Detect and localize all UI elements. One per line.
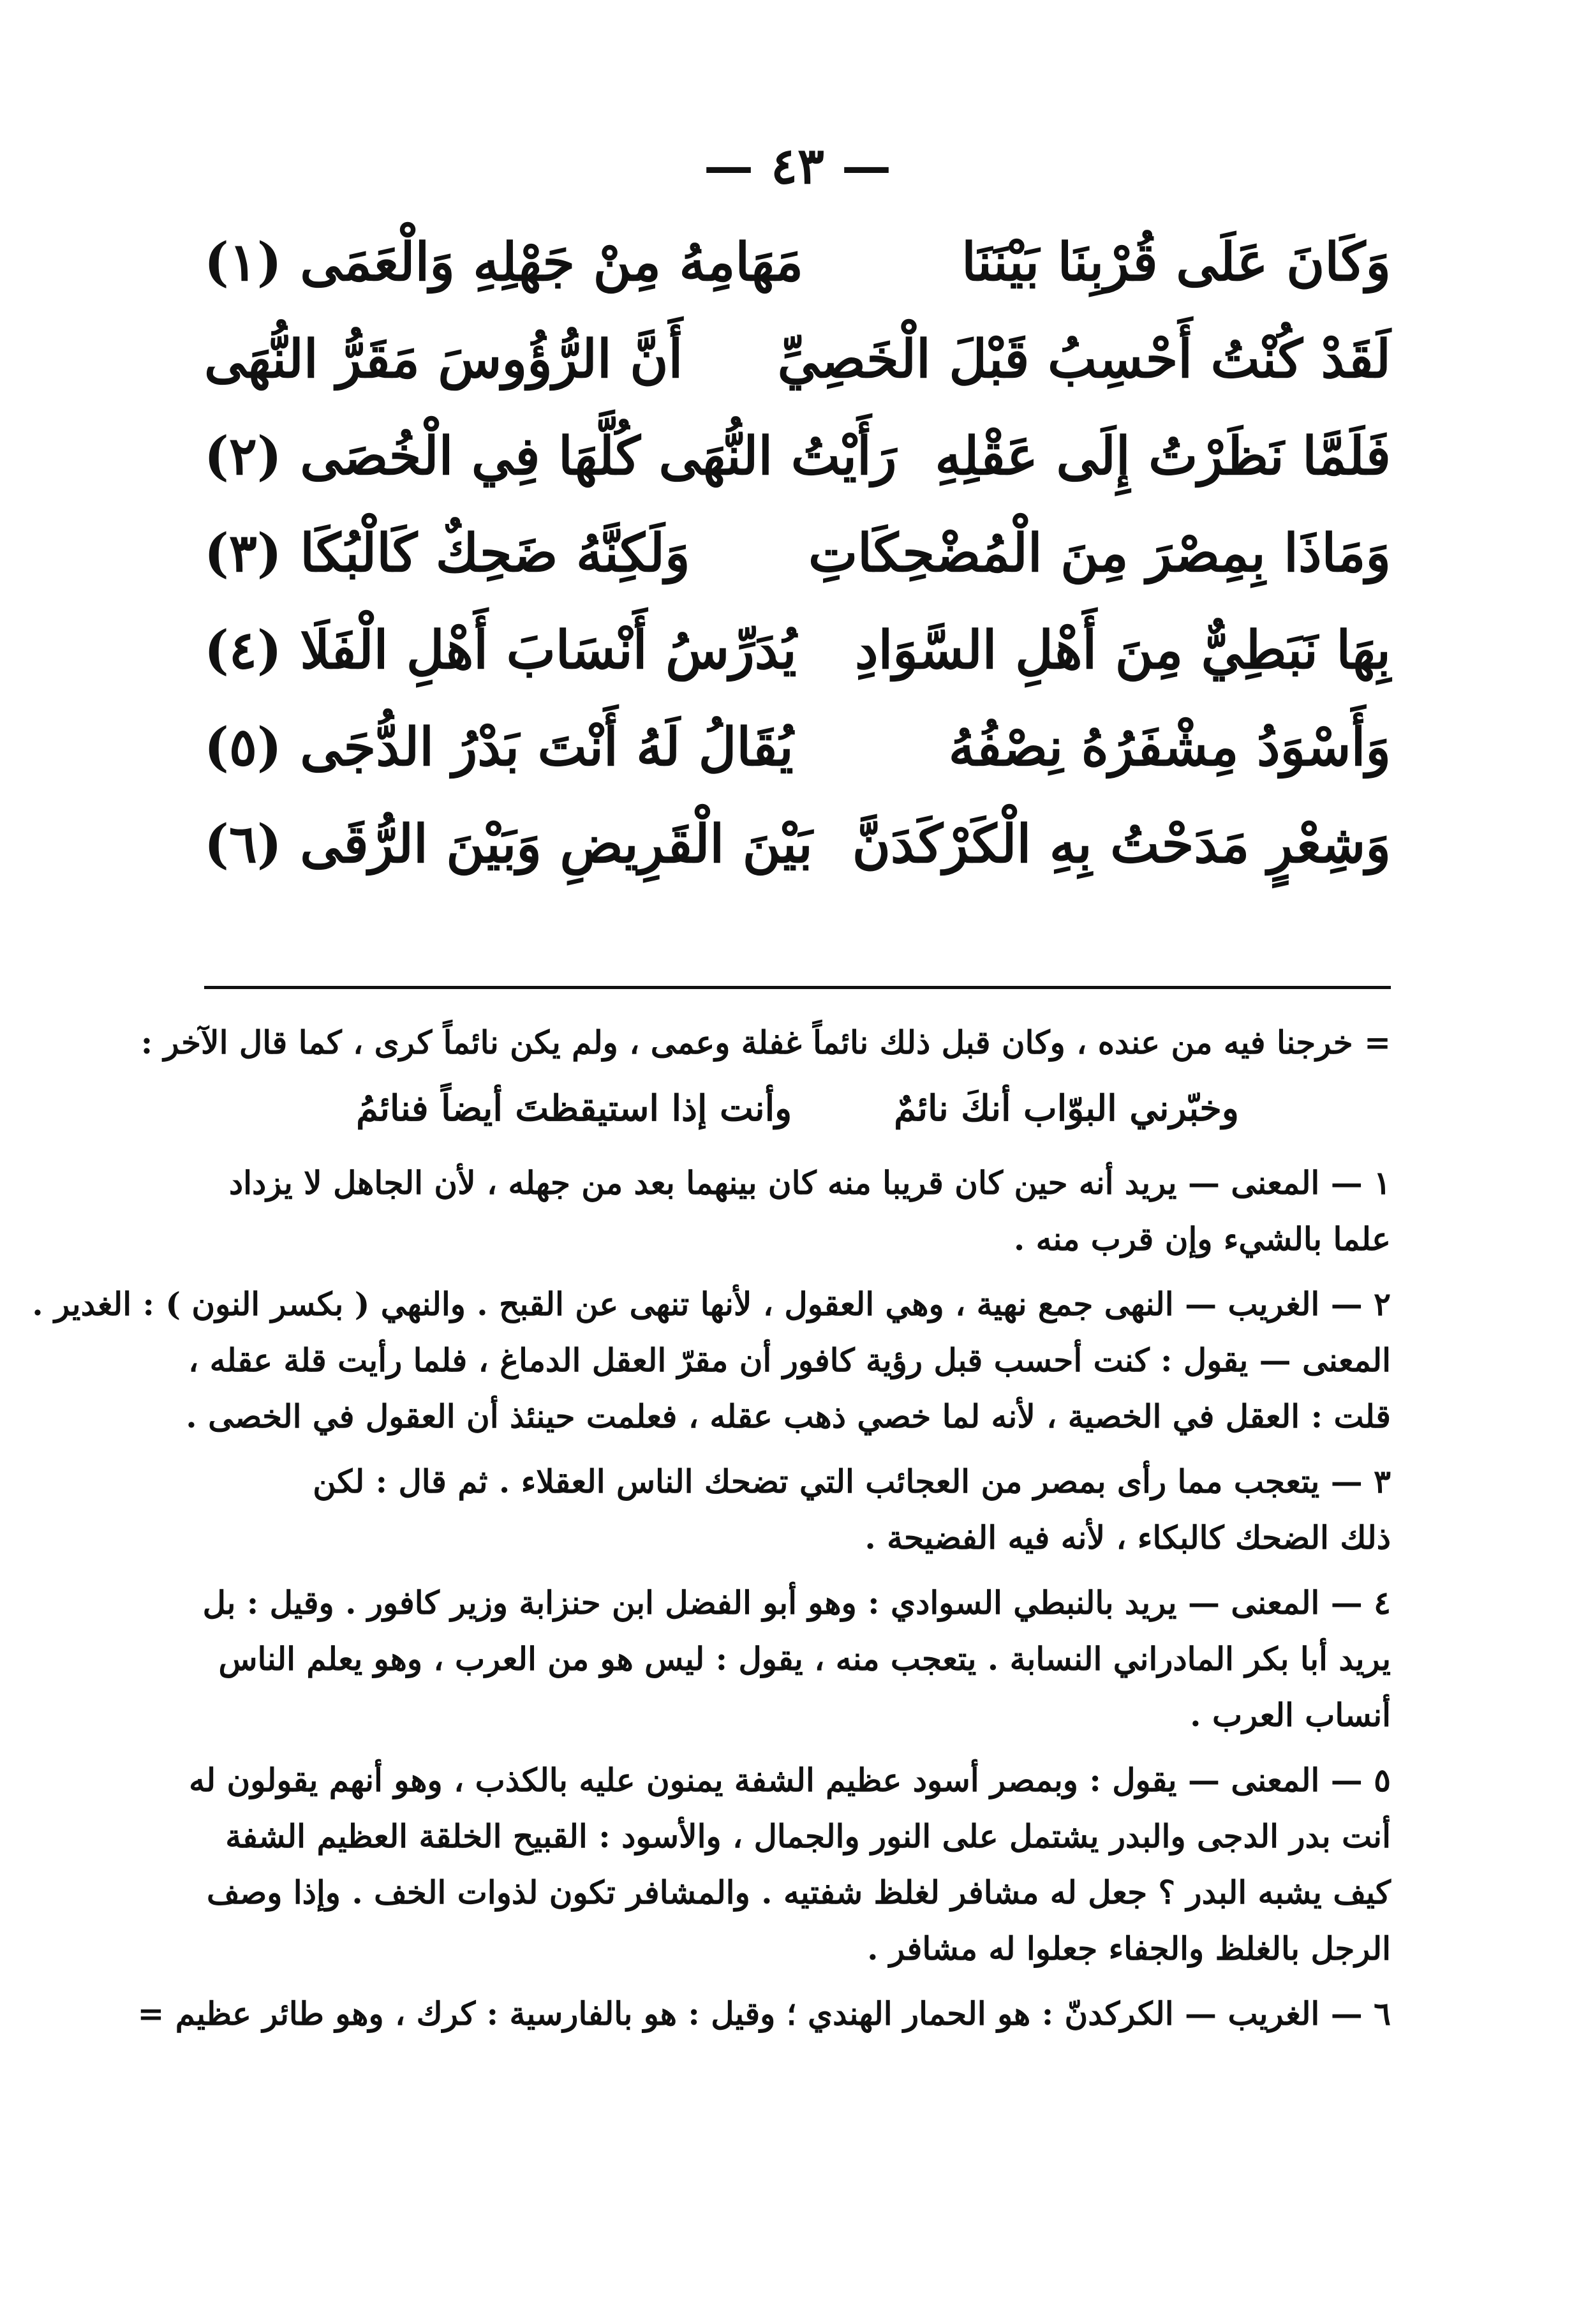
hemistich-left: يُقَالُ لَهُ أَنْتَ بَدْرُ الدُّجَى (٥): [204, 717, 794, 778]
verse-5: [204, 602, 1391, 699]
footnote-3: [204, 1454, 1391, 1566]
verse-6: [204, 699, 1391, 796]
hemistich-left: رَأَيْتُ النُّهَى كُلَّهَا فِي الْخُصَى (٢): [204, 426, 897, 487]
hemistich-left: يُدَرِّسُ أَنْسَابَ أَهْلِ الْفَلَا (٤): [204, 620, 797, 681]
quote-hemistich-right: وخبّرني البوّاب أنكَ نائمٌ: [894, 1087, 1239, 1129]
footnote-line: أنت بدر الدجى والبدر يشتمل على النور والجمال ، والأسود : القبيح الخلقة العظيم الشفة: [225, 1817, 1391, 1855]
hemistich-right: وَكَانَ عَلَى قُرْبِنَا بَيْنَنَا: [961, 232, 1391, 293]
hemistich-right: فَلَمَّا نَظَرْتُ إِلَى عَقْلِهِ: [935, 426, 1391, 487]
footnote-line: ٣ — يتعجب مما رأى بمصر من العجائب التي تضحك الناس العقلاء . ثم قال : لكن: [313, 1463, 1391, 1500]
footnote-1: [204, 1155, 1391, 1267]
footnote-line: قلت : العقل في الخصية ، لأنه لما خصي ذهب عقله ، فعلمت حينئذ أن العقول في الخصى .: [186, 1397, 1391, 1435]
footnote-5: [189, 1752, 1391, 1977]
footnote-line: الرجل بالغلظ والجفاء جعلوا له مشافر .: [867, 1930, 1391, 1967]
hemistich-left: بَيْنَ الْقَرِيضِ وَبَيْنَ الرُّقَى (٦): [204, 814, 813, 875]
hemistich-left: وَلَكِنَّهُ ضَحِكٌ كَالْبُكَا (٣): [204, 523, 690, 584]
hemistich-right: وَشِعْرٍ مَدَحْتُ بِهِ الْكَرْكَدَنَّ: [852, 814, 1391, 875]
footnotes: [32, 1015, 1391, 2042]
verse-3: [204, 408, 1391, 505]
hemistich-right: وَأَسْوَدُ مِشْفَرُهُ نِصْفُهُ: [948, 717, 1391, 778]
hemistich-left: أَنَّ الرُّؤُوسَ مَقَرُّ النُّهَى: [204, 329, 683, 390]
verse-1: [204, 214, 1391, 311]
verse-7: [204, 796, 1391, 893]
footnote-line: ذلك الضحك كالبكاء ، لأنه فيه الفضيحة .: [864, 1519, 1391, 1556]
footnote-line: ٦ — الغريب — الكركدنّ : هو الحمار الهندي ؛ وقيل : هو بالفارسية : كرك ، وهو طائر عظيم =: [137, 1995, 1391, 2032]
page-number: — ٤٣ —: [703, 137, 892, 195]
footnote-line: المعنى — يقول : كنت أحسب قبل رؤية كافور أن مقرّ العقل الدماغ ، فلما رأيت قلة عقله ،: [188, 1341, 1391, 1379]
quote-hemistich-left: وأنت إذا استيقظتَ أيضاً فنائمُ: [356, 1087, 792, 1129]
hemistich-right: لَقَدْ كُنْتُ أَحْسِبُ قَبْلَ الْخَصِيِّ: [777, 329, 1391, 390]
footnote-line: ٥ — المعنى — يقول : وبمصر أسود عظيم الشفة يمنون عليه بالكذب ، وهو أنهم يقولون له: [189, 1761, 1391, 1799]
poem-verses: [204, 214, 1391, 893]
footnote-line: كيف يشبه البدر ؟ جعل له مشافر لغلظ شفتيه . والمشافر تكون لذوات الخف . وإذا وصف: [206, 1873, 1391, 1911]
footnote-line: علما بالشيء وإن قرب منه .: [1013, 1220, 1391, 1258]
hemistich-right: بِهَا نَبَطِيٌّ مِنَ أَهْلِ السَّوَادِ: [854, 620, 1391, 681]
footnote-line: أنساب العرب .: [1190, 1696, 1391, 1734]
footnote-divider: [204, 986, 1391, 989]
footnote-4: [204, 1575, 1391, 1743]
footnote-line: يريد أبا بكر المادراني النسابة . يتعجب منه ، يقول : ليس هو من العرب ، وهو يعلم الناس: [218, 1640, 1391, 1678]
footnote-line: ٤ — المعنى — يريد بالنبطي السوادي : وهو أبو الفضل ابن حنزابة وزير كافور . وقيل : بل: [202, 1584, 1391, 1621]
footnote-6: [137, 1986, 1391, 2042]
hemistich-left: مَهَامِهُ مِنْ جَهْلِهِ وَالْعَمَى (١): [204, 232, 804, 293]
footnote-line: ٢ — الغريب — النهى جمع نهية ، وهي العقول ، لأنها تنهى عن القبح . والنهي ( بكسر النون ) : الغدير .: [32, 1285, 1391, 1323]
footnote-continuation: = خرجنا فيه من عنده ، وكان قبل ذلك نائماً غفلة وعمى ، ولم يكن نائماً كرى ، كما قال الآخر :: [140, 1024, 1391, 1061]
hemistich-right: وَمَاذَا بِمِصْرَ مِنَ الْمُضْحِكَاتِ: [808, 523, 1391, 584]
footnote-line: ١ — المعنى — يريد أنه حين كان قريبا منه كان بينهما بعد من جهله ، لأن الجاهل لا يزداد: [228, 1164, 1391, 1202]
verse-4: [204, 505, 1391, 602]
verse-2: [204, 311, 1391, 408]
quoted-verse: [204, 1071, 1391, 1146]
footnote-2: [32, 1276, 1391, 1445]
